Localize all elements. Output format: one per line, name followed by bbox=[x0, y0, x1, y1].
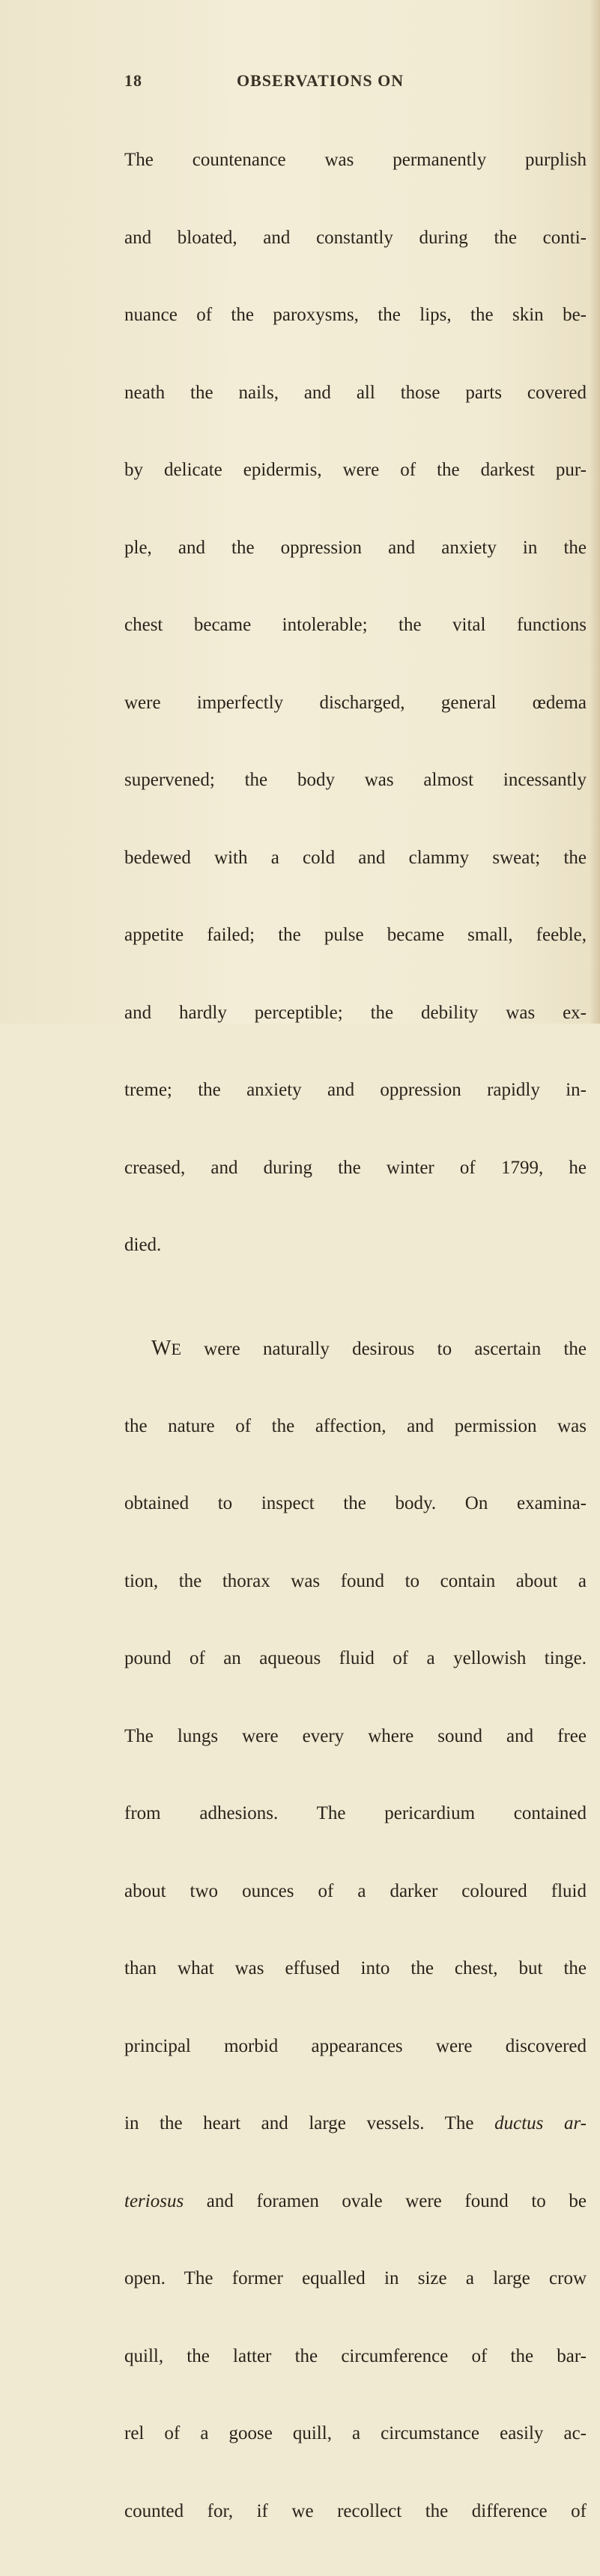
text-line: nuance of the paroxysms, the lips, the skin be- bbox=[124, 305, 587, 325]
running-header bbox=[124, 71, 404, 91]
text-line: were imperfectly discharged, general œdema bbox=[124, 692, 587, 713]
text-line: the nature of the affection, and permission was bbox=[124, 1415, 587, 1436]
text-fragment: in the heart and large vessels. The bbox=[124, 2113, 474, 2133]
text-line: obtained to inspect the body. On examina- bbox=[124, 1493, 587, 1513]
text-line: The countenance was permanently purplish bbox=[124, 150, 587, 170]
text-line: by delicate epidermis, were of the darkest pur- bbox=[124, 460, 587, 480]
text-line: principal morbid appearances were discovered bbox=[124, 2035, 587, 2056]
paragraph-start bbox=[124, 1336, 587, 1362]
page-edge-shadow bbox=[590, 0, 600, 1024]
text-line: ple, and the oppression and anxiety in the bbox=[124, 537, 587, 558]
italic-term: teriosus bbox=[124, 2190, 184, 2211]
text-line: and hardly perceptible; the debility was ex- bbox=[124, 1002, 587, 1023]
text-line: rel of a goose quill, a circumstance easily ac- bbox=[124, 2423, 587, 2443]
text-line: quill, the latter the circumference of the bar- bbox=[124, 2345, 587, 2366]
running-title: OBSERVATIONS ON bbox=[237, 71, 404, 90]
text-line-with-italic bbox=[124, 2111, 587, 2137]
text-fragment: and foramen ovale were found to be bbox=[184, 2190, 587, 2211]
page-number: 18 bbox=[124, 71, 142, 90]
small-caps-letter: E bbox=[171, 1340, 181, 1358]
text-line: bedewed with a cold and clammy sweat; the bbox=[124, 847, 587, 868]
text-line: treme; the anxiety and oppression rapidly in- bbox=[124, 1080, 587, 1100]
italic-term: ductus ar- bbox=[494, 2113, 587, 2133]
drop-letter: W bbox=[151, 1337, 172, 1360]
text-line: chest became intolerable; the vital functions bbox=[124, 615, 587, 635]
text-line: pound of an aqueous fluid of a yellowish tinge. bbox=[124, 1648, 587, 1668]
text-line: creased, and during the winter of 1799, he bbox=[124, 1157, 587, 1178]
text-fragment: were naturally desirous to ascertain the bbox=[181, 1339, 587, 1359]
text-line: supervened; the body was almost incessantly bbox=[124, 770, 587, 790]
text-line: from adhesions. The pericardium contained bbox=[124, 1803, 587, 1823]
body-text bbox=[124, 96, 587, 2576]
text-line: than what was effused into the chest, but the bbox=[124, 1958, 587, 1978]
text-line-with-italic bbox=[124, 2189, 587, 2215]
text-line: counted for, if we recollect the difference of bbox=[124, 2500, 587, 2521]
text-line: appetite failed; the pulse became small, feeble, bbox=[124, 925, 587, 945]
text-line: died. bbox=[124, 1235, 162, 1255]
text-line: open. The former equalled in size a large crow bbox=[124, 2268, 587, 2288]
text-line: about two ounces of a darker coloured fluid bbox=[124, 1880, 587, 1901]
text-line: and bloated, and constantly during the conti- bbox=[124, 227, 587, 248]
text-line: neath the nails, and all those parts covered bbox=[124, 382, 587, 403]
text-line: tion, the thorax was found to contain about a bbox=[124, 1570, 587, 1591]
text-line: The lungs were every where sound and free bbox=[124, 1725, 587, 1746]
